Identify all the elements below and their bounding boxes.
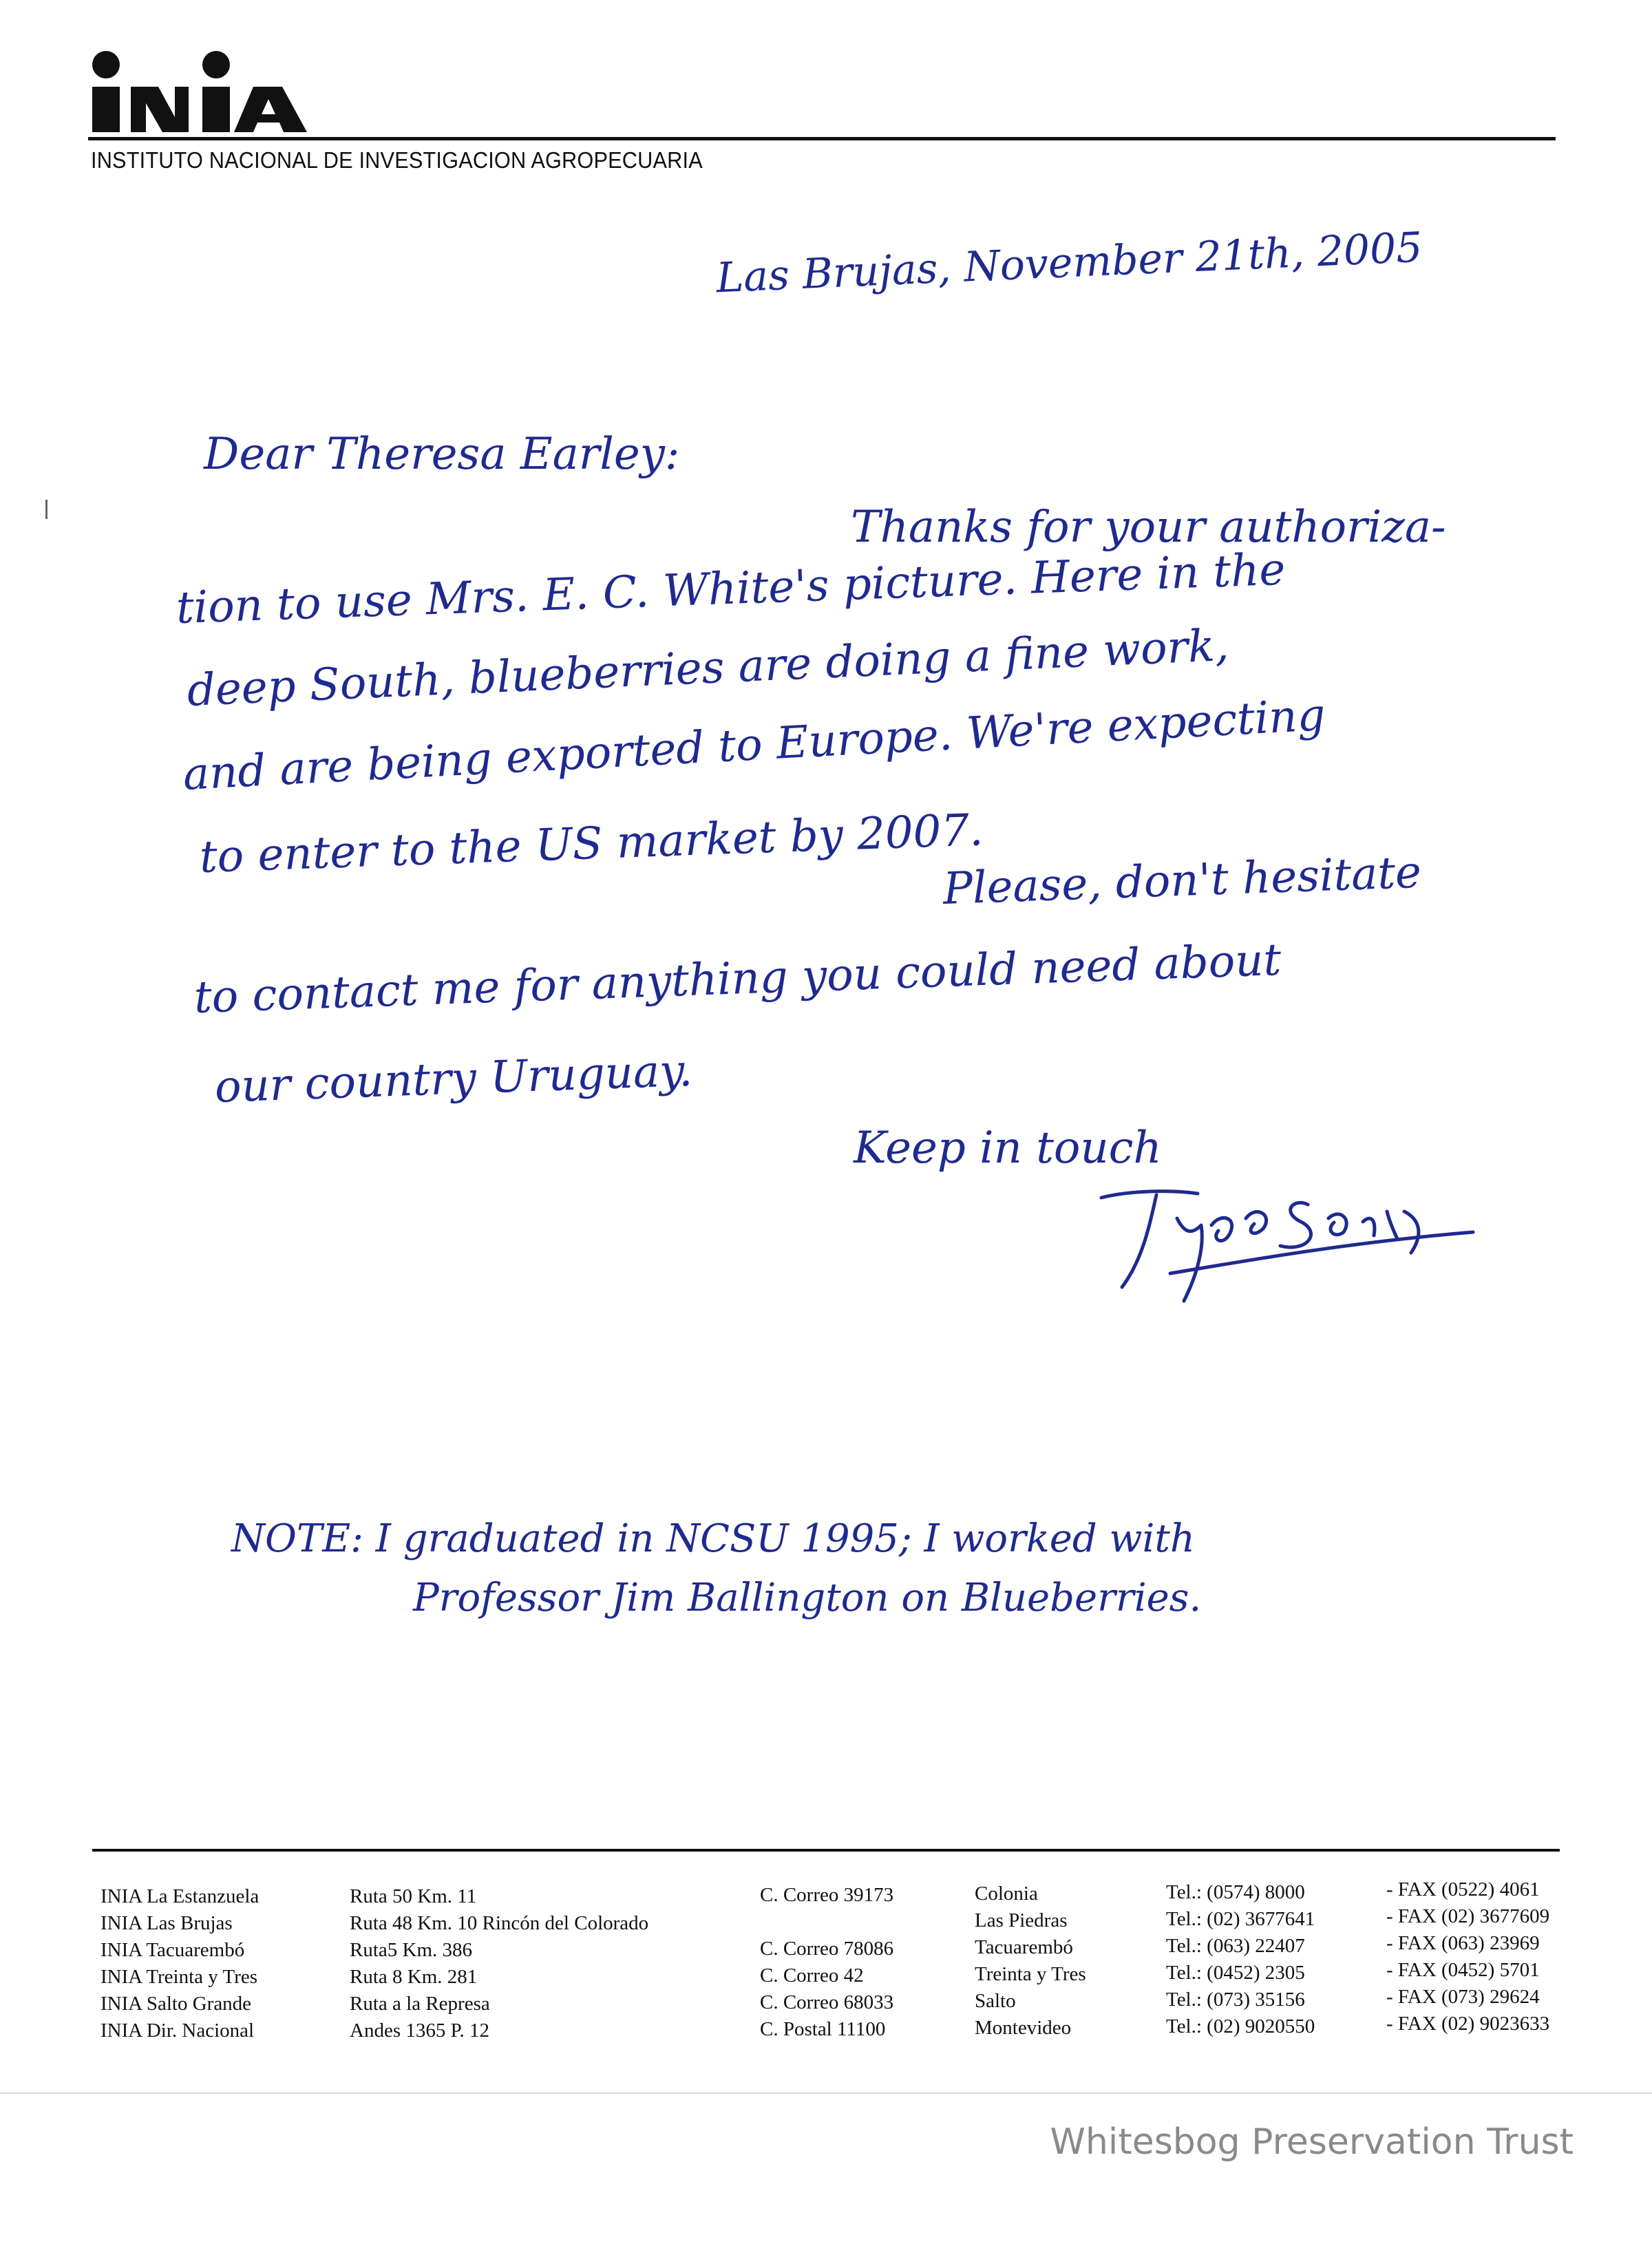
footer-station: INIA Dir. Nacional [100, 2020, 255, 2042]
handwritten-signature [1074, 1170, 1487, 1311]
footer-mailbox: C. Postal 11100 [760, 2018, 886, 2040]
footer-phone: Tel.: (02) 9020550 [1166, 2015, 1315, 2037]
footer-station: INIA Las Brujas [100, 1912, 233, 1934]
footer-city: Treinta y Tres [975, 1963, 1086, 1985]
footer-route: Ruta5 Km. 386 [350, 1939, 473, 1961]
footer-city: Tacuarembó [975, 1936, 1073, 1958]
footer-phone: Tel.: (0452) 2305 [1166, 1962, 1305, 1984]
footer-fax: - FAX (063) 23969 [1386, 1932, 1540, 1954]
footer-fax: - FAX (02) 3677609 [1386, 1905, 1550, 1927]
footer-route: Ruta 50 Km. 11 [350, 1885, 477, 1907]
footer-phone: Tel.: (063) 22407 [1166, 1935, 1305, 1957]
letter-date: Las Brujas, November 21th, 2005 [714, 223, 1423, 303]
body-line: to enter to the US market by 2007. [198, 805, 984, 883]
closing: Keep in touch [854, 1123, 1162, 1174]
footer-station: INIA La Estanzuela [100, 1885, 260, 1907]
footer-city: Salto [975, 1990, 1016, 2012]
body-line: our country Uruguay. [213, 1045, 694, 1113]
note-line: NOTE: I graduated in NCSU 1995; I worked with [231, 1516, 1195, 1561]
header-rule [88, 137, 1556, 140]
institute-name: INSTITUTO NACIONAL DE INVESTIGACION AGROPECUARIA [91, 147, 703, 173]
footer-faxes [1386, 1876, 1549, 2037]
footer-mail [760, 1882, 893, 2043]
footer-rule [92, 1849, 1560, 1852]
body-line: deep South, blueberries are doing a fine work, [186, 619, 1230, 717]
footer-route: Ruta 8 Km. 281 [350, 1966, 478, 1988]
footer-fax: - FAX (02) 9023633 [1386, 2013, 1550, 2035]
footer-route: Ruta a la Represa [350, 1993, 490, 2015]
footer-phone: Tel.: (073) 35156 [1166, 1989, 1305, 2011]
footer-route: Ruta 48 Km. 10 Rincón del Colorado [350, 1912, 649, 1934]
footer-city: Las Piedras [975, 1909, 1068, 1931]
footer-station: INIA Treinta y Tres [100, 1966, 258, 1988]
body-line: Please, don't hesitate [942, 847, 1423, 915]
footer-mailbox: C. Correo 78086 [760, 1938, 894, 1960]
footer-fax: - FAX (0522) 4061 [1386, 1878, 1540, 1900]
footer-phone: Tel.: (0574) 8000 [1166, 1881, 1305, 1903]
footer-route: Andes 1365 P. 12 [350, 2020, 490, 2042]
body-line: and are being exported to Europe. We're expecting [182, 690, 1327, 801]
salutation: Dear Theresa Earley: [204, 429, 680, 480]
footer-station: INIA Tacuarembó [100, 1939, 245, 1961]
footer-fax: - FAX (0452) 5701 [1386, 1959, 1540, 1981]
footer-routes [350, 1883, 648, 2044]
footer-stations [100, 1883, 259, 2044]
footer-phones [1166, 1879, 1315, 2040]
scan-edge-mark [45, 500, 47, 519]
footer-city: Colonia [975, 1883, 1038, 1905]
watermark-band [0, 2093, 1652, 2246]
footer-mailbox: C. Correo 39173 [760, 1884, 894, 1906]
body-line: to contact me for anything you could need about [193, 934, 1282, 1024]
footer-cities [975, 1881, 1086, 2042]
footer-mailbox: C. Correo 42 [760, 1964, 864, 1987]
note-line: Professor Jim Ballington on Blueberries. [413, 1576, 1202, 1620]
footer-station: INIA Salto Grande [100, 1993, 252, 2015]
body-line: tion to use Mrs. E. C. White's picture. Here in the [175, 544, 1286, 634]
footer-mailbox: C. Correo 68033 [760, 1991, 894, 2013]
watermark-text: Whitesbog Preservation Trust [1050, 2121, 1574, 2163]
footer-fax: - FAX (073) 29624 [1386, 1986, 1540, 2008]
body-line: Thanks for your authoriza- [851, 502, 1446, 553]
footer-city: Montevideo [975, 2017, 1072, 2039]
footer-phone: Tel.: (02) 3677641 [1166, 1908, 1315, 1930]
inia-logo [88, 51, 308, 135]
